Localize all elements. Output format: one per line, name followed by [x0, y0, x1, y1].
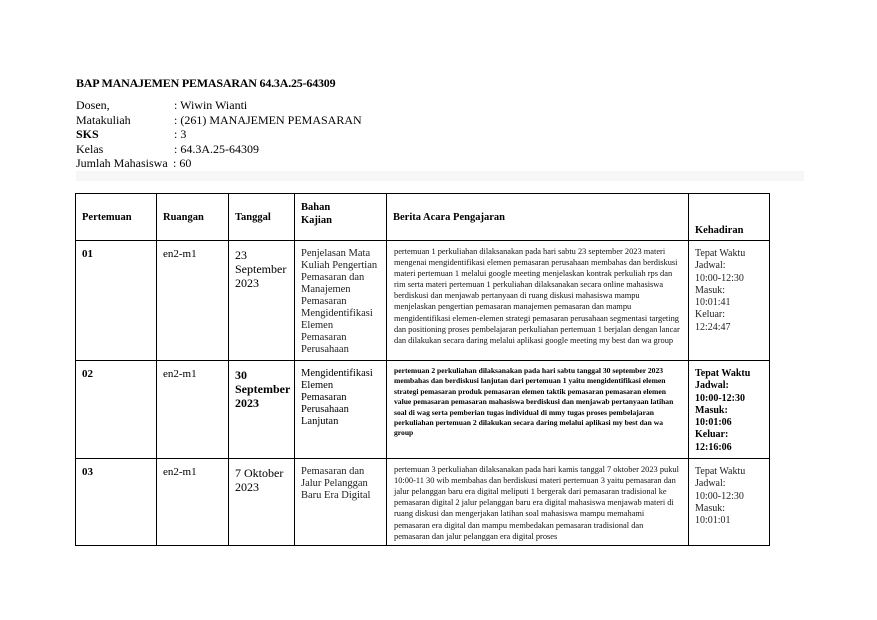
header-ruangan: Ruangan [157, 194, 229, 241]
cell-tanggal: 30 September 2023 [229, 361, 295, 459]
table-row [76, 361, 770, 459]
cell-ruangan: en2-m1 [157, 241, 229, 361]
cell-tanggal: 23 September 2023 [229, 241, 295, 361]
header-bahan-kajian [295, 194, 387, 241]
faint-divider-band [76, 171, 804, 181]
cell-berita-acara: pertemuan 2 perkuliahan dilaksanakan pada hari sabtu tanggal 30 september 2023 membahas dan berdiskusi lanjutan dari pertemuan 1 yaitu mengidentifikasi elemen strategi pemasaran produk pemasaran elemen taktik pemasaran pemasaran elemen value pemasaran pemasaran mahasiswa berdiskusi dan menjawab pertanyaan latihan soal di wag serta pemberian tugas individual di mmy tugas proses pembelajaran perkuliahan pertemuan 2 dilakukan secara daring melalui aplikasi my best dan wa group [387, 361, 689, 459]
info-label: Kelas [76, 141, 104, 156]
cell-bahan-kajian: Pemasaran dan Jalur Pelanggan Baru Era Digital [295, 459, 387, 546]
cell-ruangan: en2-m1 [157, 459, 229, 546]
info-value: : 3 [174, 127, 187, 142]
table-row [76, 241, 770, 361]
header-tanggal: Tanggal [229, 194, 295, 241]
info-row-sks [76, 127, 362, 142]
header-bahan-line2: Kajian [301, 215, 332, 226]
cell-pertemuan: 02 [76, 361, 157, 459]
cell-berita-acara: pertemuan 1 perkuliahan dilaksanakan pada hari sabtu 23 september 2023 materi mengenai mengidentifikasi elemen pemasaran perusahaan membahas dan berdiskusi materi pertemuan 1 melalui google meeting menjelaskan kontrak perkuliah rps dan rim serta materi pertemuan 1 perkuliahan dilaksanakan secara online mahasiswa berdiskusi dan menjawab pertanyaan di ruang diskusi mahasiswa mampu menjelaskan pengertian pemasaran manajemen pemasaran dan mampu mengidentifikasi elemen-elemen strategi pemasaran perusahaan segmentasi targeting dan positioning proses pembelajaran perkuliahan pertemuan 1 berjalan dengan lancar dan dilakukan secara daring melalui aplikasi google meeting my best dan wa group [387, 241, 689, 361]
info-row-dosen [76, 98, 362, 113]
cell-berita-acara: pertemuan 3 perkuliahan dilaksanakan pada hari kamis tanggal 7 oktober 2023 pukul 10:00-11 30 wib membahas dan berdiskusi materi pertemuan 3 yaitu pemasaran dan jalur pelanggan baru era digital meliputi 1 bergerak dari pemasaran tradisional ke pemasaran digital 2 jalur pelanggan baru era digital mahasiswa menjawab materi di ruang diskusi dan mengerjakan latihan soal mahasiswa mampu memahami pemasaran era digital dan mampu membedakan pemasaran tradisional dan pemasaran dan jalur pelanggan era digital proses [387, 459, 689, 546]
table-header-row [76, 194, 770, 241]
course-info [76, 98, 362, 171]
info-label: Dosen, [76, 98, 110, 112]
cell-pertemuan: 03 [76, 459, 157, 546]
cell-bahan-kajian: Mengidentifikasi Elemen Pemasaran Perusahaan Lanjutan [295, 361, 387, 459]
info-row-jumlah-mahasiswa [76, 156, 362, 171]
document-title: BAP MANAJEMEN PEMASARAN 64.3A.25-64309 [76, 76, 336, 90]
cell-kehadiran: Tepat Waktu Jadwal: 10:00-12:30 Masuk: 10:01:41 Keluar: 12:24:47 [689, 241, 770, 361]
cell-bahan-kajian: Penjelasan Mata Kuliah Pengertian Pemasaran dan Manajemen Pemasaran Mengidentifikasi Elemen Pemasaran Perusahaan [295, 241, 387, 361]
header-bahan-line1: Bahan [301, 202, 331, 213]
cell-kehadiran: Tepat Waktu Jadwal: 10:00-12:30 Masuk: 10:01:01 [689, 459, 770, 546]
header-kehadiran: Kehadiran [689, 194, 770, 241]
cell-kehadiran: Tepat Waktu Jadwal: 10:00-12:30 Masuk: 10:01:06 Keluar: 12:16:06 [689, 361, 770, 459]
header-pertemuan: Pertemuan [76, 194, 157, 241]
info-value: : 64.3A.25-64309 [174, 141, 259, 156]
info-label: Jumlah Mahasiswa [76, 156, 168, 171]
cell-tanggal: 7 Oktober 2023 [229, 459, 295, 546]
header-berita-acara: Berita Acara Pengajaran [387, 194, 689, 241]
info-value: : Wiwin Wianti [174, 98, 248, 112]
info-row-kelas [76, 142, 362, 157]
info-row-matakuliah [76, 113, 362, 128]
bap-table [75, 193, 770, 546]
info-label: Matakuliah [76, 112, 131, 127]
cell-pertemuan: 01 [76, 241, 157, 361]
cell-ruangan: en2-m1 [157, 361, 229, 459]
table-row [76, 459, 770, 546]
info-value: : (261) MANAJEMEN PEMASARAN [174, 112, 362, 127]
info-label: SKS [76, 127, 99, 142]
info-value: : 60 [173, 156, 192, 171]
